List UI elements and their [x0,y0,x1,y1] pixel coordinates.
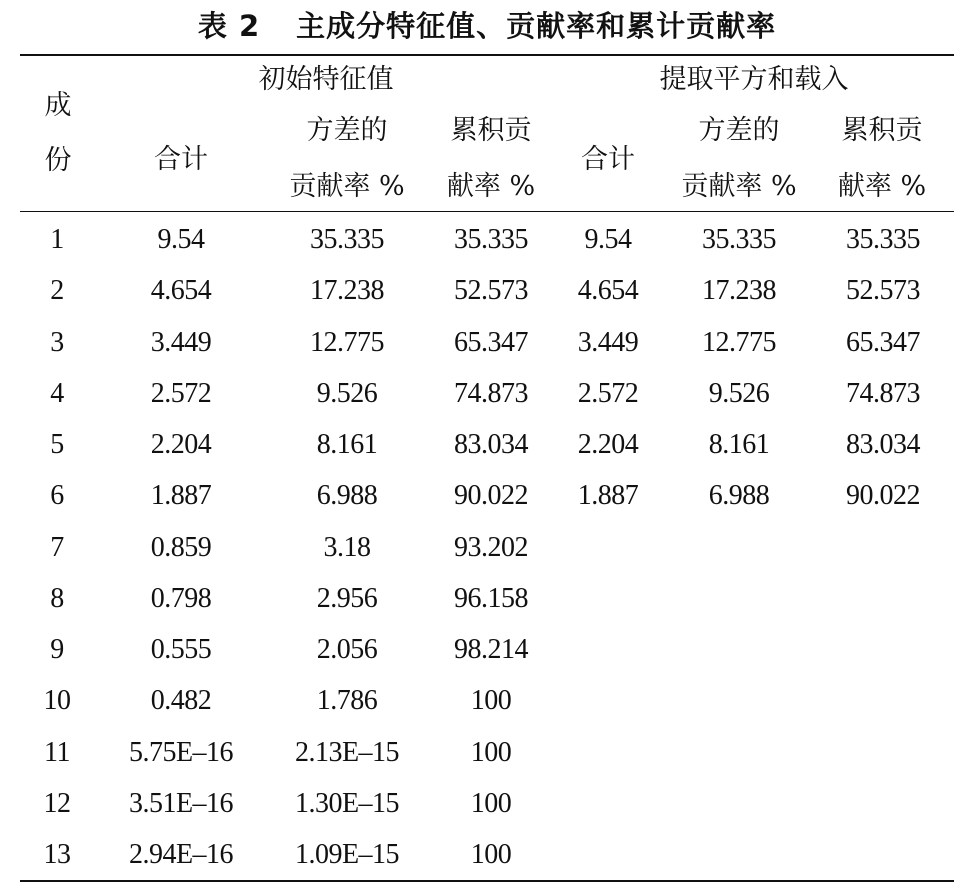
table-number: 表 2 [197,9,261,43]
cell-initial-total: 4.654 [150,275,212,306]
cell-initial-cumulative: 90.022 [454,480,528,511]
cell-initial-variance: 2.13E–15 [294,737,400,768]
bottom-rule [20,880,954,882]
cell-initial-variance: 1.09E–15 [294,839,400,870]
cell-component: 7 [50,532,64,563]
cell-initial-cumulative: 100 [470,788,512,819]
cell-component: 3 [50,327,64,358]
cell-initial-cumulative: 93.202 [454,532,528,563]
cell-extracted-cumulative: 52.573 [846,275,920,306]
cell-initial-total: 0.482 [150,685,212,716]
cell-initial-cumulative: 52.573 [454,275,528,306]
cell-initial-total: 2.204 [150,429,212,460]
header-initial-variance-line2: 贡献率 % [289,171,405,202]
cell-extracted-cumulative: 83.034 [846,429,920,460]
cell-extracted-variance: 9.526 [708,378,770,409]
cell-initial-cumulative: 83.034 [454,429,528,460]
cell-component: 13 [43,839,71,870]
cell-initial-variance: 2.056 [316,634,378,665]
cell-initial-variance: 2.956 [316,583,378,614]
cell-initial-total: 3.51E–16 [128,788,234,819]
header-extracted-cumulative-line2: 献率 % [837,171,927,202]
cell-component: 4 [50,378,64,409]
top-rule [20,54,954,56]
cell-initial-variance: 12.775 [310,327,384,358]
cell-initial-variance: 8.161 [316,429,378,460]
cell-initial-cumulative: 96.158 [454,583,528,614]
header-initial-cumulative-line2: 献率 % [446,171,536,202]
cell-initial-variance: 17.238 [310,275,384,306]
header-rule [20,211,954,212]
cell-initial-variance: 9.526 [316,378,378,409]
header-extracted-variance-line1: 方差的 [698,115,780,146]
cell-extracted-total: 4.654 [577,275,639,306]
cell-extracted-variance: 17.238 [702,275,776,306]
cell-component: 1 [50,224,64,255]
cell-initial-total: 1.887 [150,480,212,511]
header-extracted-variance-line2: 贡献率 % [681,171,797,202]
header-initial-cumulative-line1: 累积贡 [450,115,532,146]
cell-initial-cumulative: 35.335 [454,224,528,255]
cell-extracted-total: 2.572 [577,378,639,409]
header-extracted-cumulative-line1: 累积贡 [841,115,923,146]
header-initial-total: 合计 [154,144,208,175]
cell-component: 11 [44,737,70,768]
cell-initial-total: 0.859 [150,532,212,563]
cell-initial-variance: 1.30E–15 [294,788,400,819]
cell-initial-total: 0.555 [150,634,212,665]
table-caption [0,6,974,46]
cell-initial-cumulative: 100 [470,737,512,768]
cell-initial-cumulative: 100 [470,685,512,716]
cell-initial-total: 3.449 [150,327,212,358]
cell-component: 2 [50,275,64,306]
cell-initial-variance: 3.18 [323,532,371,563]
header-extracted-total: 合计 [581,144,635,175]
cell-initial-total: 2.572 [150,378,212,409]
header-component-line1: 成 [44,90,72,121]
cell-extracted-total: 9.54 [584,224,632,255]
cell-extracted-total: 1.887 [577,480,639,511]
cell-initial-variance: 6.988 [316,480,378,511]
header-initial-variance-line1: 方差的 [306,115,388,146]
cell-component: 8 [50,583,64,614]
cell-initial-total: 0.798 [150,583,212,614]
header-group-initial: 初始特征值 [258,64,394,95]
cell-extracted-variance: 8.161 [708,429,770,460]
cell-initial-variance: 1.786 [316,685,378,716]
cell-initial-total: 5.75E–16 [128,737,234,768]
cell-initial-cumulative: 98.214 [454,634,528,665]
cell-extracted-total: 2.204 [577,429,639,460]
table-title: 主成分特征值、贡献率和累计贡献率 [296,9,777,43]
cell-component: 5 [50,429,64,460]
cell-extracted-variance: 6.988 [708,480,770,511]
cell-initial-total: 2.94E–16 [128,839,234,870]
cell-initial-variance: 35.335 [310,224,384,255]
cell-component: 6 [50,480,64,511]
cell-component: 10 [43,685,71,716]
cell-initial-cumulative: 100 [470,839,512,870]
cell-extracted-variance: 35.335 [702,224,776,255]
cell-component: 9 [50,634,64,665]
cell-extracted-cumulative: 65.347 [846,327,920,358]
cell-initial-cumulative: 74.873 [454,378,528,409]
cell-component: 12 [43,788,71,819]
header-group-extracted: 提取平方和载入 [659,64,849,95]
cell-extracted-cumulative: 74.873 [846,378,920,409]
cell-extracted-total: 3.449 [577,327,639,358]
cell-initial-cumulative: 65.347 [454,327,528,358]
cell-extracted-cumulative: 90.022 [846,480,920,511]
cell-extracted-variance: 12.775 [702,327,776,358]
header-component-line2: 份 [44,145,72,176]
cell-initial-total: 9.54 [157,224,205,255]
cell-extracted-cumulative: 35.335 [846,224,920,255]
